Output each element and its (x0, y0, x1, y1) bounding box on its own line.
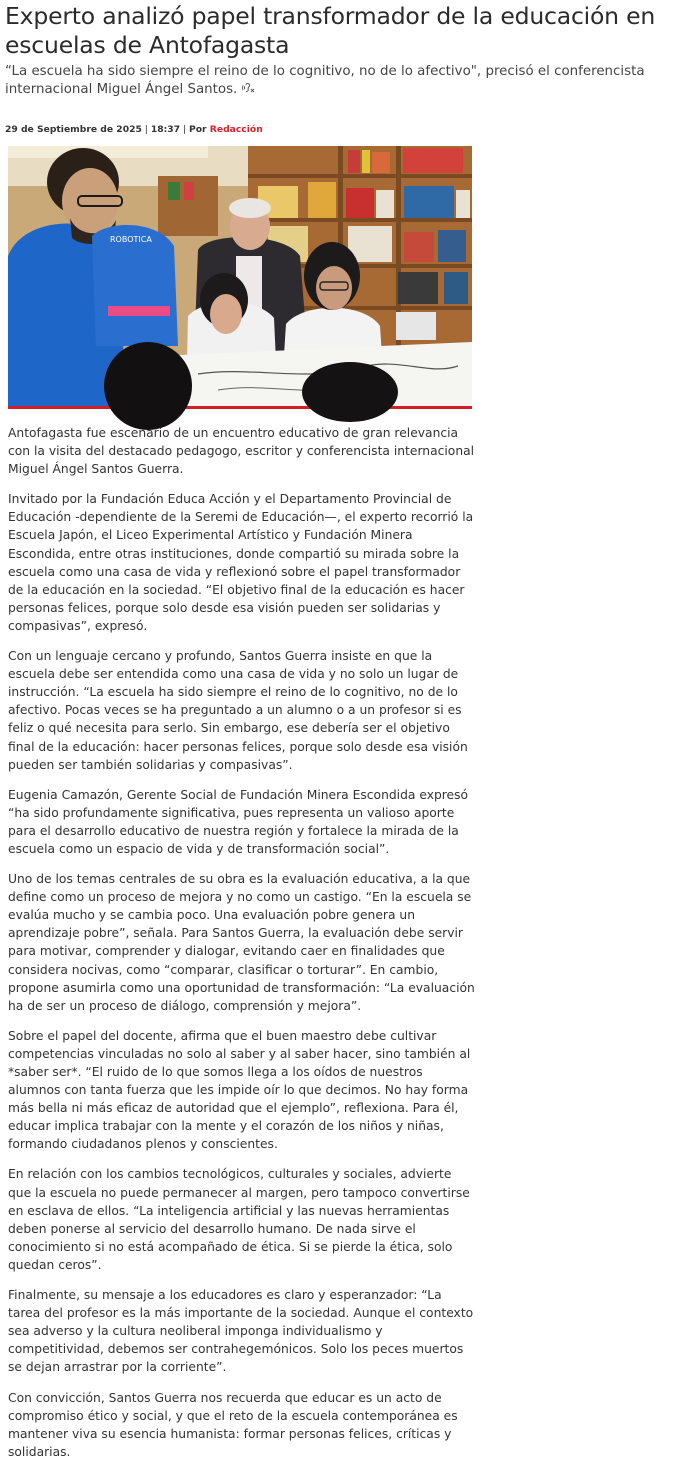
subtitle-text: “La escuela ha sido siempre el reino de lo cognitivo, no de lo afectivo", precisó el conferencista internacional Miguel Ángel Santos. (5, 64, 645, 97)
paragraph: En relación con los cambios tecnológicos, culturales y sociales, advierte que la escuela no puede permanecer al margen, pero tampoco convertirse en esclava de ellos. “La inteligencia artificial y las nuevas herramientas deben ponerse al servicio del desarrollo humano. De nada sirve el conocimiento si no está acompañado de ética. Si se pierde la ética, solo quedan ceros”. (8, 1167, 470, 1272)
article-body (8, 424, 476, 1473)
ear-icon[interactable] (241, 83, 256, 101)
paragraph: Uno de los temas centrales de su obra es la evaluación educativa, a la que define como un proceso de mejora y no como un castigo. “En la escuela se evalúa mucho y se cambia poco. Una evaluación pobre genera un aprendizaje pobre”, señala. Para Santos Guerra, la evaluación debe servir para motivar, comprender y dialogar, evitando caer en finalidades que considera nocivas, como “comparar, clasificar o torturar”. En cambio, propone asumirla como una oportunidad de transformación: “La evaluación ha de ser un proceso de diálogo, comprensión y mejora”. (8, 872, 475, 1013)
byline-prefix: Por (189, 124, 207, 135)
article-photo (8, 146, 472, 409)
paragraph: Con un lenguaje cercano y profundo, Santos Guerra insiste en que la escuela debe ser entendida como una casa de vida y no solo un lugar de instrucción. “La escuela ha sido siempre el reino de lo cognitivo, no de lo afectivo. Pocas veces se ha preguntado a un alumno o a un profesor si es feliz o qué necesita para serlo. Sin embargo, ese debería ser el objetivo final de la educación: hacer personas felices, porque solo desde esa visión pueden ser también solidarias y compasivas”. (8, 649, 468, 772)
article-subtitle (5, 63, 697, 101)
author-link[interactable]: Redacción (209, 124, 263, 135)
paragraph: Eugenia Camazón, Gerente Social de Fundación Minera Escondida expresó “ha sido profundamente significativa, pues representa un valioso aporte para el desarrollo educativo de nuestra región y fortalece la mirada de la escuela como un espacio de vida y de transformación social”. (8, 787, 469, 856)
robotics-shirt-text: ROBOTICA (110, 235, 152, 244)
paragraph: Con convicción, Santos Guerra nos recuerda que educar es un acto de compromiso ético y social, y que el reto de la escuela contemporánea es mantener viva su esencia humanista: formar personas felices, críticas y solidarias. (8, 1390, 458, 1459)
publish-time: 18:37 (150, 124, 181, 135)
paragraph: Invitado por la Fundación Educa Acción y el Departamento Provincial de Educación -dependiente de la Seremi de Educación—, el experto recorrió la Escuela Japón, el Liceo Experimental Artístico y Fundación Minera Escondida, entre otras instituciones, donde compartió su mirada sobre la escuela como una casa de vida y reflexionó sobre el papel transformador de la educación en la sociedad. “El objetivo final de la educación es hacer personas felices, porque solo desde esa visión pueden ser solidarias y compasivas”, expresó. (8, 492, 474, 633)
paragraph: Sobre el papel del docente, afirma que el buen maestro debe cultivar competencias vinculadas no solo al saber y al saber hacer, sino también al *saber ser*. “El ruido de lo que somos llega a los oídos de nuestros alumnos con tanta fuerza que les impide oír lo que decimos. No hay forma más bella ni más eficaz de autoridad que el ejemplo”, reflexiona. Para él, educar implica trabajar con la mente y el corazón de los niños y niñas, formando ciudadanos plenos y conscientes. (8, 1028, 471, 1152)
publish-date: 29 de Septiembre de 2025 (5, 124, 142, 135)
person-robotics (92, 225, 178, 346)
paragraph: Finalmente, su mensaje a los educadores es claro y esperanzador: “La tarea del profesor es la más importante de la sociedad. Aunque el contexto sea adverso y la cultura neoliberal imponga individualismo y competitividad, debemos ser contrahegemónicos. Solo los peces muertos se dejan arrastrar por la corriente”. (8, 1288, 474, 1375)
paragraph: Antofagasta fue escenario de un encuentro educativo de gran relevancia con la visita del destacado pedagogo, escritor y conferencista internacional Miguel Ángel Santos Guerra. (8, 426, 475, 477)
article-meta: 29 de Septiembre de 2025 | 18:37 | Por Redacción (5, 124, 263, 135)
article-title: Experto analizó papel transformador de la educación en escuelas de Antofagasta (5, 2, 656, 59)
